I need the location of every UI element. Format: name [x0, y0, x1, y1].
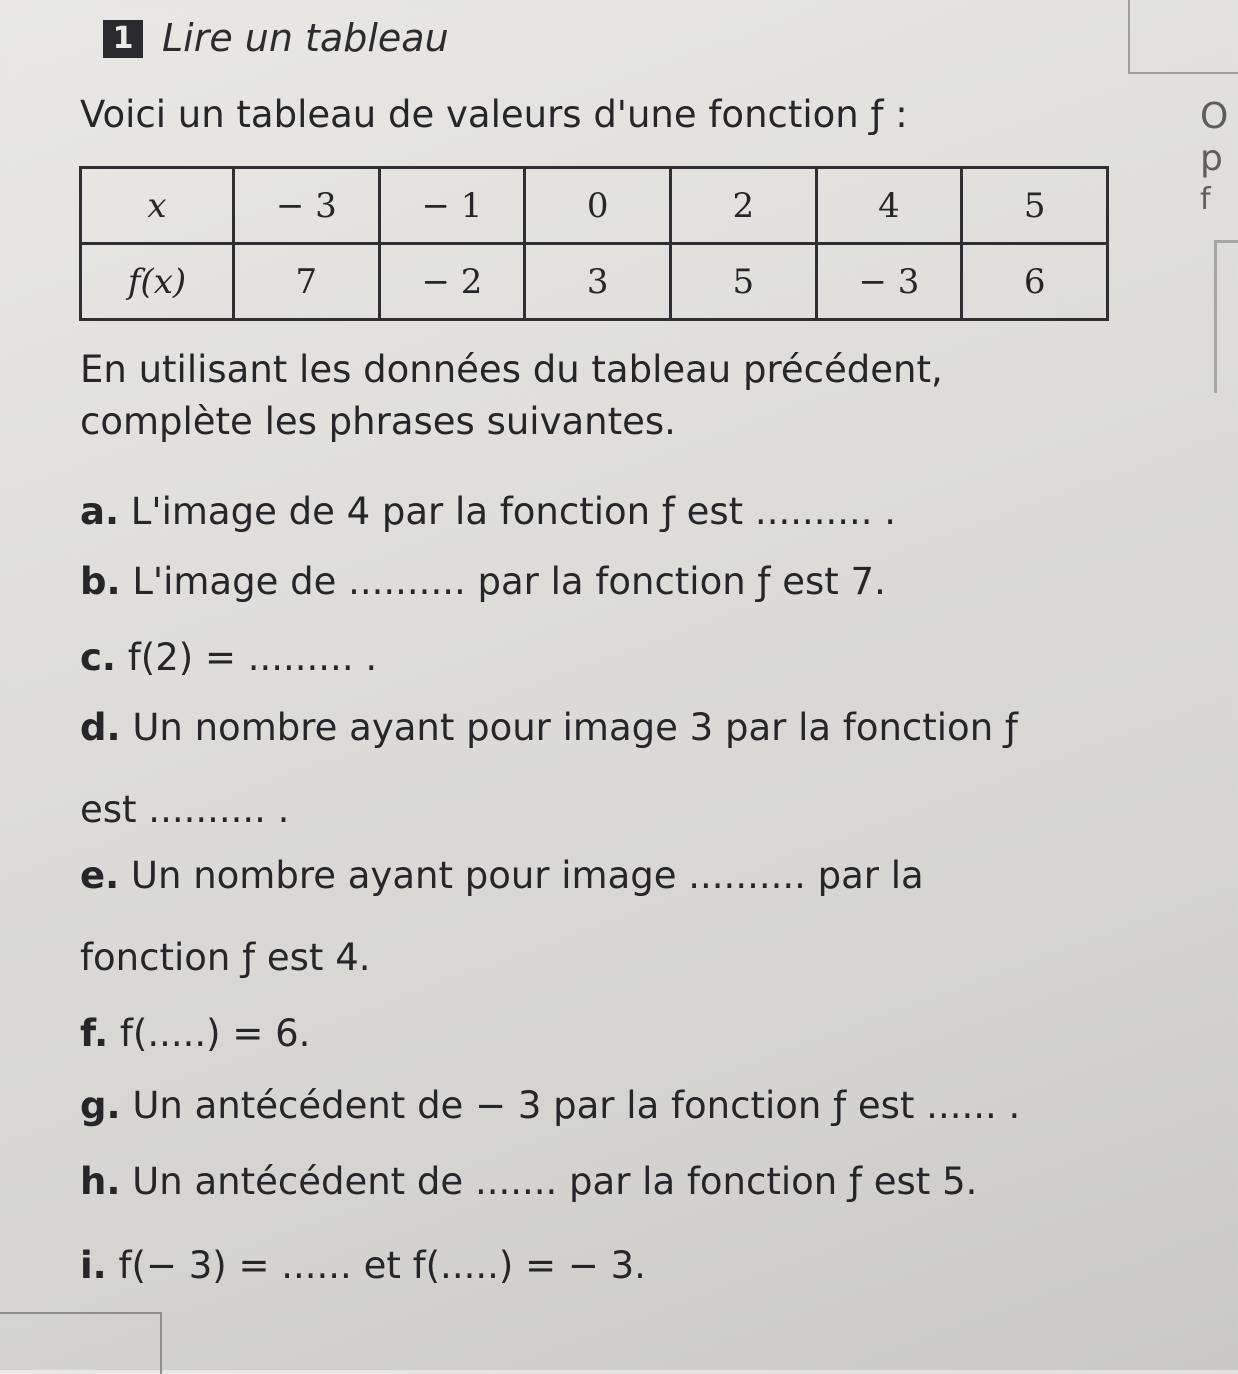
- question-text: est .......... .: [80, 788, 290, 831]
- question-letter: b.: [80, 560, 121, 603]
- question-text: Un antécédent de − 3 par la fonction ƒ est ...... .: [132, 1084, 1021, 1127]
- neighbor-page-box: [1128, 0, 1238, 74]
- question-e-continued: [80, 932, 371, 984]
- question-text: Un nombre ayant pour image .......... par la: [130, 854, 924, 897]
- question-text: fonction ƒ est 4.: [80, 936, 371, 979]
- neighbor-page-letter: O: [1200, 96, 1229, 137]
- values-table: [79, 166, 1109, 321]
- question-text: Un antécédent de ....... par la fonction ƒ est 5.: [132, 1160, 978, 1203]
- table-cell: − 2: [379, 244, 525, 320]
- question-letter: f.: [80, 1012, 109, 1055]
- question-text: f(.....) = 6.: [119, 1012, 311, 1055]
- table-row-fx: [81, 244, 1108, 320]
- question-i: [80, 1240, 646, 1292]
- question-text: L'image de 4 par la fonction ƒ est .......... .: [130, 490, 897, 533]
- table-cell: − 1: [379, 168, 525, 244]
- question-letter: h.: [80, 1160, 121, 1203]
- question-e: [80, 850, 924, 902]
- question-letter: g.: [80, 1084, 121, 1127]
- neighbor-page-letter: f: [1200, 182, 1211, 217]
- table-cell: 3: [525, 244, 671, 320]
- question-a: [80, 486, 896, 538]
- table-cell: 5: [670, 244, 816, 320]
- table-cell: 5: [962, 168, 1108, 244]
- instruction-text: En utilisant les données du tableau précédent, complète les phrases suivantes.: [80, 348, 943, 443]
- exercise-number-badge: 1: [103, 20, 143, 58]
- row-label-fx: f(x): [81, 244, 234, 320]
- intro-text: Voici un tableau de valeurs d'une fonction ƒ :: [80, 93, 908, 136]
- table-cell: 2: [670, 168, 816, 244]
- question-text: L'image de .......... par la fonction ƒ est 7.: [132, 560, 886, 603]
- table-cell: − 3: [234, 168, 380, 244]
- table-cell: 7: [234, 244, 380, 320]
- question-letter: i.: [80, 1244, 107, 1287]
- exercise-title: Lire un tableau: [162, 16, 449, 60]
- question-c: [80, 632, 377, 684]
- question-h: [80, 1156, 977, 1208]
- table-cell: 6: [962, 244, 1108, 320]
- question-b: [80, 556, 886, 608]
- table-cell: 4: [816, 168, 962, 244]
- question-text: Un nombre ayant pour image 3 par la fonction ƒ: [132, 706, 1018, 749]
- question-letter: a.: [80, 490, 120, 533]
- neighbor-page-letter: p: [1200, 138, 1223, 179]
- question-g: [80, 1080, 1020, 1132]
- table-cell: − 3: [816, 244, 962, 320]
- question-letter: d.: [80, 706, 121, 749]
- row-label-x: x: [81, 168, 234, 244]
- next-exercise-box: [0, 1312, 162, 1374]
- neighbor-page-border: [1214, 240, 1238, 393]
- question-letter: e.: [80, 854, 120, 897]
- question-text: f(− 3) = ...... et f(.....) = − 3.: [118, 1244, 646, 1287]
- question-d: [80, 702, 1018, 754]
- table-cell: 0: [525, 168, 671, 244]
- table-row-x: [81, 168, 1108, 244]
- question-text: f(2) = ......... .: [127, 636, 378, 679]
- question-d-continued: [80, 784, 289, 836]
- question-letter: c.: [80, 636, 116, 679]
- question-f: [80, 1008, 310, 1060]
